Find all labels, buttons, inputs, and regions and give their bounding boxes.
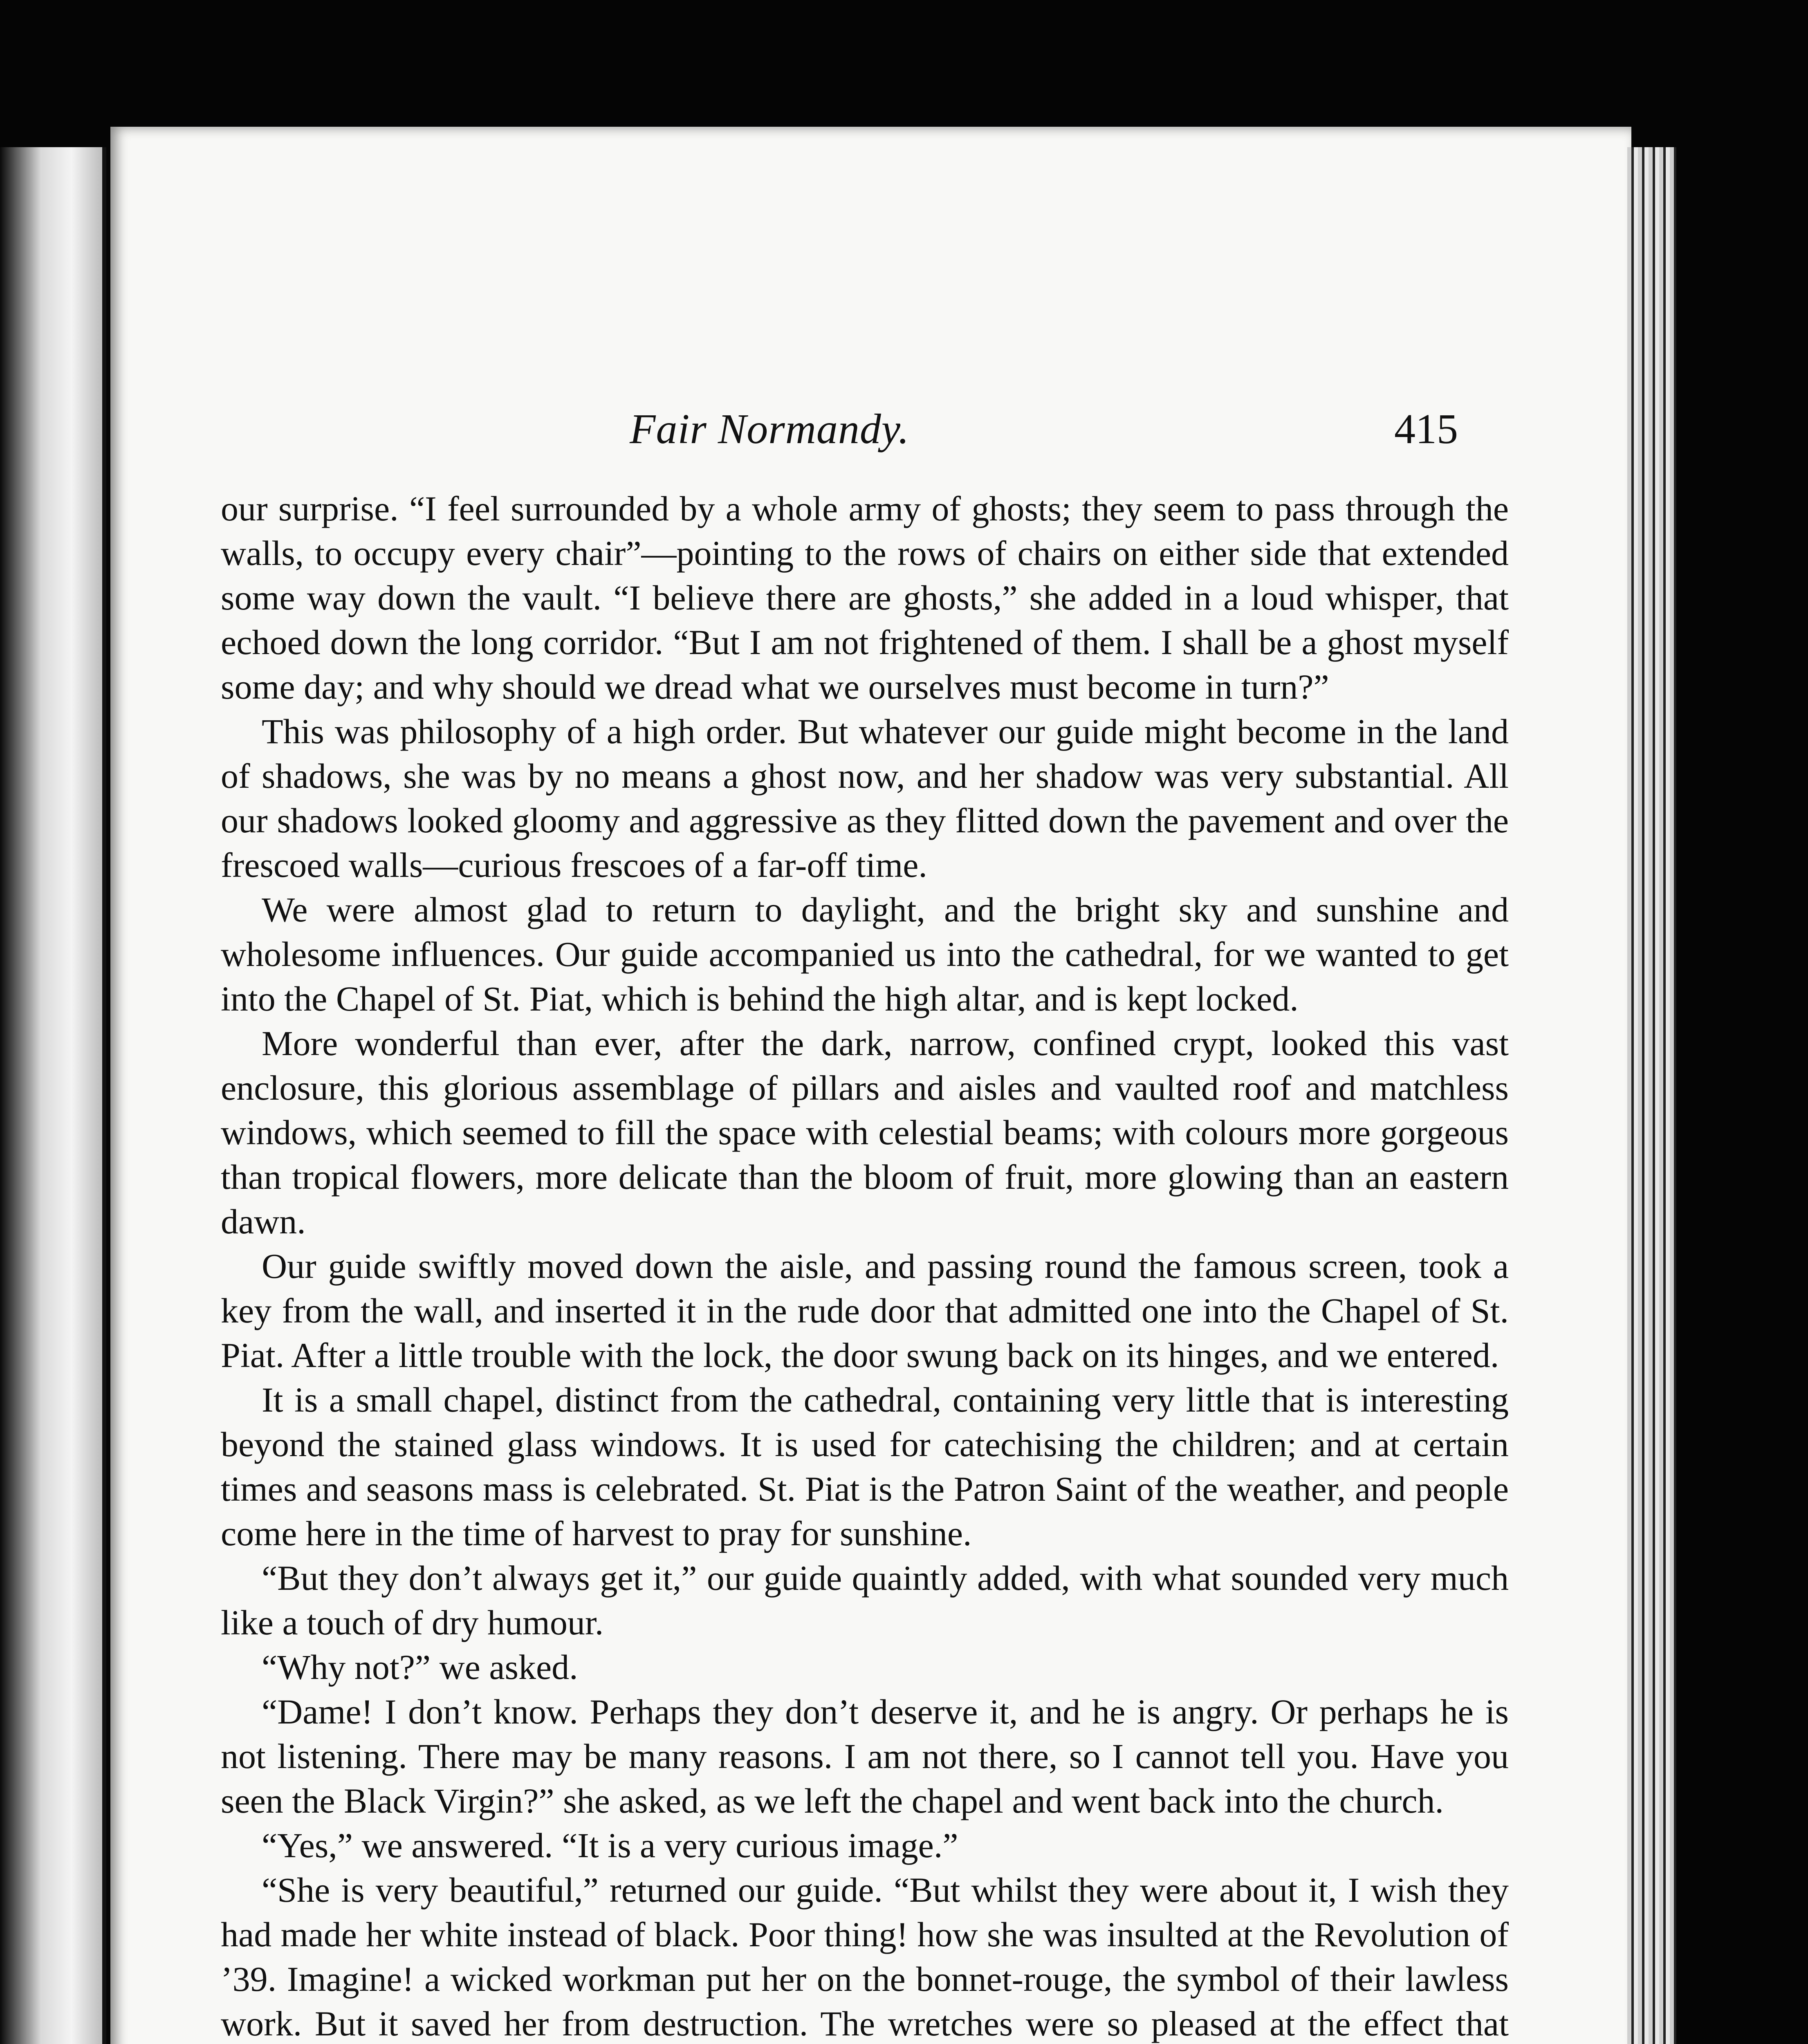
body-text xyxy=(221,486,1509,2044)
paragraph: More wonderful than ever, after the dark, narrow, confined crypt, looked this vast enclosure, this glorious assemblage of pillars and aisles and vaulted roof and matchless windows, which seemed to fill the space with celestial beams; with colours more gorgeous than tropical flowers, more delicate than the bloom of fruit, more glowing than an eastern dawn. xyxy=(221,1024,1509,1241)
page-stack-edge xyxy=(1627,147,1676,2044)
book-page xyxy=(110,127,1631,2044)
paragraph: This was philosophy of a high order. But whatever our guide might become in the land of shadows, she was by no means a ghost now, and her shadow was very substantial. All our shadows looked gloomy and aggressive as they flitted down the pavement and over the frescoed walls—curious frescoes of a far-off time. xyxy=(221,712,1509,885)
page-number: 415 xyxy=(1394,406,1458,453)
paragraph: “Dame! I don’t know. Perhaps they don’t deserve it, and he is angry. Or perhaps he is not listening. There may be many reasons. I am not there, so I cannot tell you. Have you seen the Black Virgin?” she asked, as we left the chapel and went back into the church. xyxy=(221,1692,1509,1820)
paragraph: Our guide swiftly moved down the aisle, and passing round the famous screen, took a key from the wall, and inserted it in the rude door that admitted one into the Chapel of St. Piat. After a little trouble with the lock, the door swung back on its hinges, and we entered. xyxy=(221,1246,1509,1375)
paragraph: our surprise. “I feel surrounded by a whole army of ghosts; they seem to pass through the walls, to occupy every chair”—pointing to the rows of chairs on either side that extended some way down the vault. “I believe there are ghosts,” she added in a loud whisper, that echoed down the long corridor. “But I am not frightened of them. I shall be a ghost myself some day; and why should we dread what we ourselves must become in turn?” xyxy=(221,489,1509,706)
previous-page-edge xyxy=(0,147,106,2044)
paragraph: We were almost glad to return to daylight, and the bright sky and sunshine and wholesome influences. Our guide accompanied us into the cathedral, for we wanted to get into the Chapel of St. Piat, which is behind the high altar, and is kept locked. xyxy=(221,890,1509,1018)
paragraph: “She is very beautiful,” returned our guide. “But whilst they were about it, I wish they had made her white instead of black. Poor thing! how she was insulted at the Revolution of ’39. Imagine! a wicked workman put her on the bonnet-rouge, the symbol of their lawless work. But it saved her from destruction. The wretches were so pleased at the effect that xyxy=(221,1870,1509,2043)
paragraph: “Yes,” we answered. “It is a very curious image.” xyxy=(262,1826,958,1865)
running-head xyxy=(110,405,1631,462)
paragraph: It is a small chapel, distinct from the cathedral, containing very little that is interesting beyond the stained glass windows. It is used for catechising the children; and at certain times and seasons mass is celebrated. St. Piat is the Patron Saint of the weather, and people come here in the time of harvest to pray for sunshine. xyxy=(221,1380,1509,1553)
paragraph: “Why not?” we asked. xyxy=(262,1647,578,1687)
paragraph: “But they don’t always get it,” our guide quaintly added, with what sounded very much like a touch of dry humour. xyxy=(221,1558,1509,1642)
running-head-title: Fair Normandy. xyxy=(630,406,910,453)
